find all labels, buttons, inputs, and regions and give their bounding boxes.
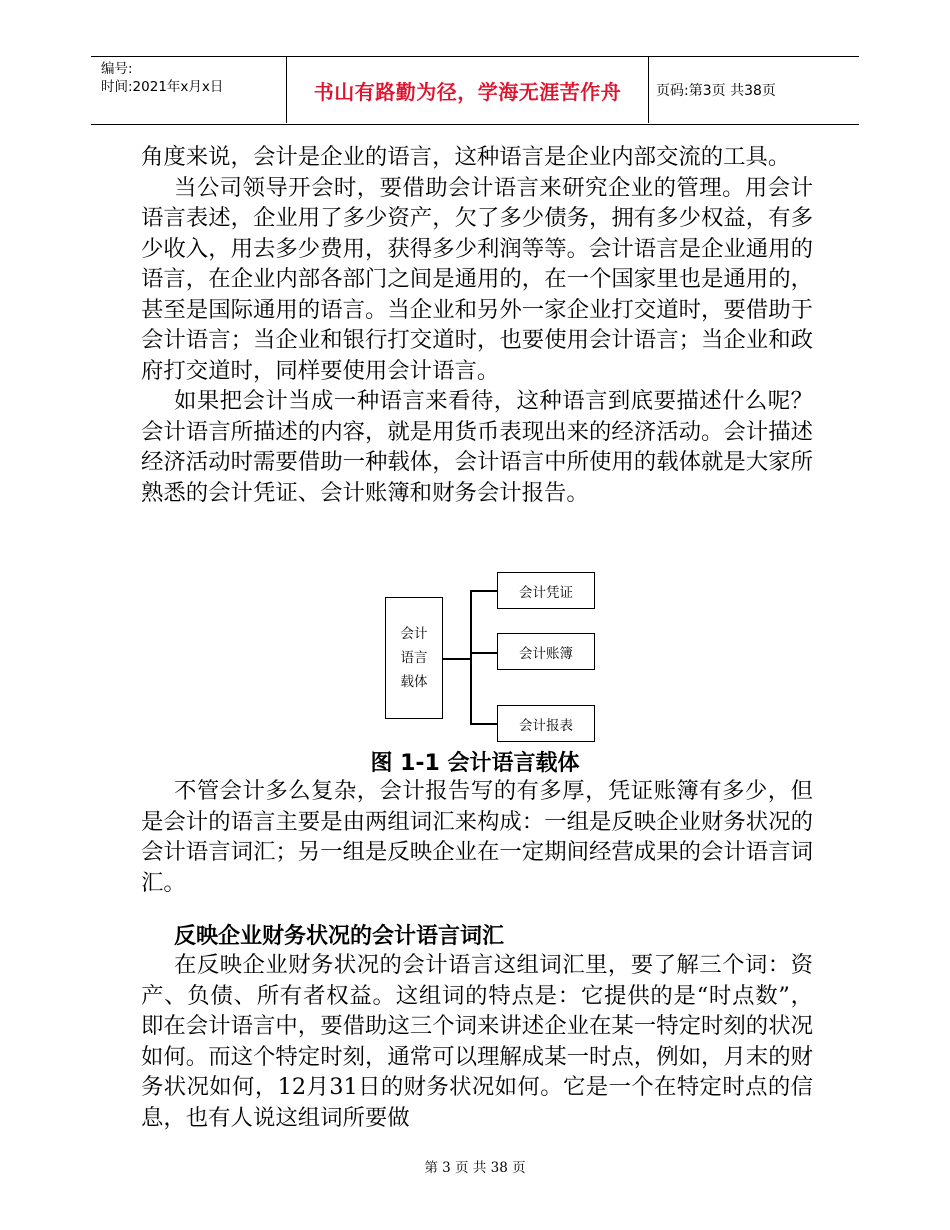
body-section-2 <box>141 776 813 898</box>
section-heading: 反映企业财务状况的会计语言词汇 <box>174 924 505 949</box>
item-box-ledger: 会计账簿 <box>497 633 595 670</box>
header-page-info: 页码:第3页 共38页 <box>656 83 776 99</box>
carrier-diagram <box>385 572 600 742</box>
carrier-label-line: 语言 <box>400 650 428 666</box>
header-motto: 书山有路勤为径，学海无涯苦作舟 <box>313 79 622 104</box>
item-box-report: 会计报表 <box>497 705 595 742</box>
carrier-label-line: 载体 <box>400 674 428 690</box>
body-section-3 <box>141 950 813 1133</box>
document-number-label: 编号: <box>101 61 133 77</box>
header-meta <box>101 60 223 96</box>
carrier-label-line: 会计 <box>400 626 428 642</box>
page-header <box>91 56 859 125</box>
paragraph: 不管会计多么复杂，会计报告写的有多厚，凭证账簿有多少，但是会计的语言主要是由两组词汇来构成：一组是反映企业财务状况的会计语言词汇；另一组是反映企业在一定期间经营成果的会计语言词汇。 <box>141 778 813 896</box>
carrier-box <box>385 597 443 719</box>
paragraph: 在反映企业财务状况的会计语言这组词汇里，要了解三个词：资产、负债、所有者权益。这组词的特点是：它提供的是“时点数”，即在会计语言中，要借助这三个词来讲述企业在某一特定时刻的状况如何。而这个特定时刻，通常可以理解成某一时点，例如，月末的财务状况如何，12月31日的财务状况如何。它是一个在特定时点的信息，也有人说这组词所要做 <box>141 952 813 1131</box>
figure-caption: 图 1-1 会计语言载体 <box>370 751 580 776</box>
paragraph: 当公司领导开会时，要借助会计语言来研究企业的管理。用会计语言表述，企业用了多少资产，欠了多少债务，拥有多少权益，有多少收入，用去多少费用，获得多少利润等等。会计语言是企业通用的语言，在企业内部各部门之间是通用的，在一个国家里也是通用的，甚至是国际通用的语言。当企业和另外一家企业打交道时，要借助于会计语言；当企业和银行打交道时，也要使用会计语言；当企业和政府打交道时，同样要使用会计语言。 <box>141 174 813 384</box>
paragraph: 如果把会计当成一种语言来看待，这种语言到底要描述什么呢？会计语言所描述的内容，就是用货币表现出来的经济活动。会计描述经济活动时需要借助一种载体，会计语言中所使用的载体就是大家所熟悉的会计凭证、会计账簿和财务会计报告。 <box>141 388 813 506</box>
header-divider <box>648 57 649 123</box>
connector-line <box>470 723 498 725</box>
connector-line <box>470 652 498 654</box>
connector-line <box>442 658 471 660</box>
item-box-voucher: 会计凭证 <box>497 572 595 609</box>
body-section-1 <box>141 142 813 508</box>
paragraph: 角度来说，会计是企业的语言，这种语言是企业内部交流的工具。 <box>141 144 791 170</box>
connector-line <box>470 590 472 723</box>
connector-line <box>470 590 498 592</box>
page-footer: 第 3 页 共 38 页 <box>424 1160 526 1176</box>
document-date: 时间:2021年x月x日 <box>101 79 224 95</box>
